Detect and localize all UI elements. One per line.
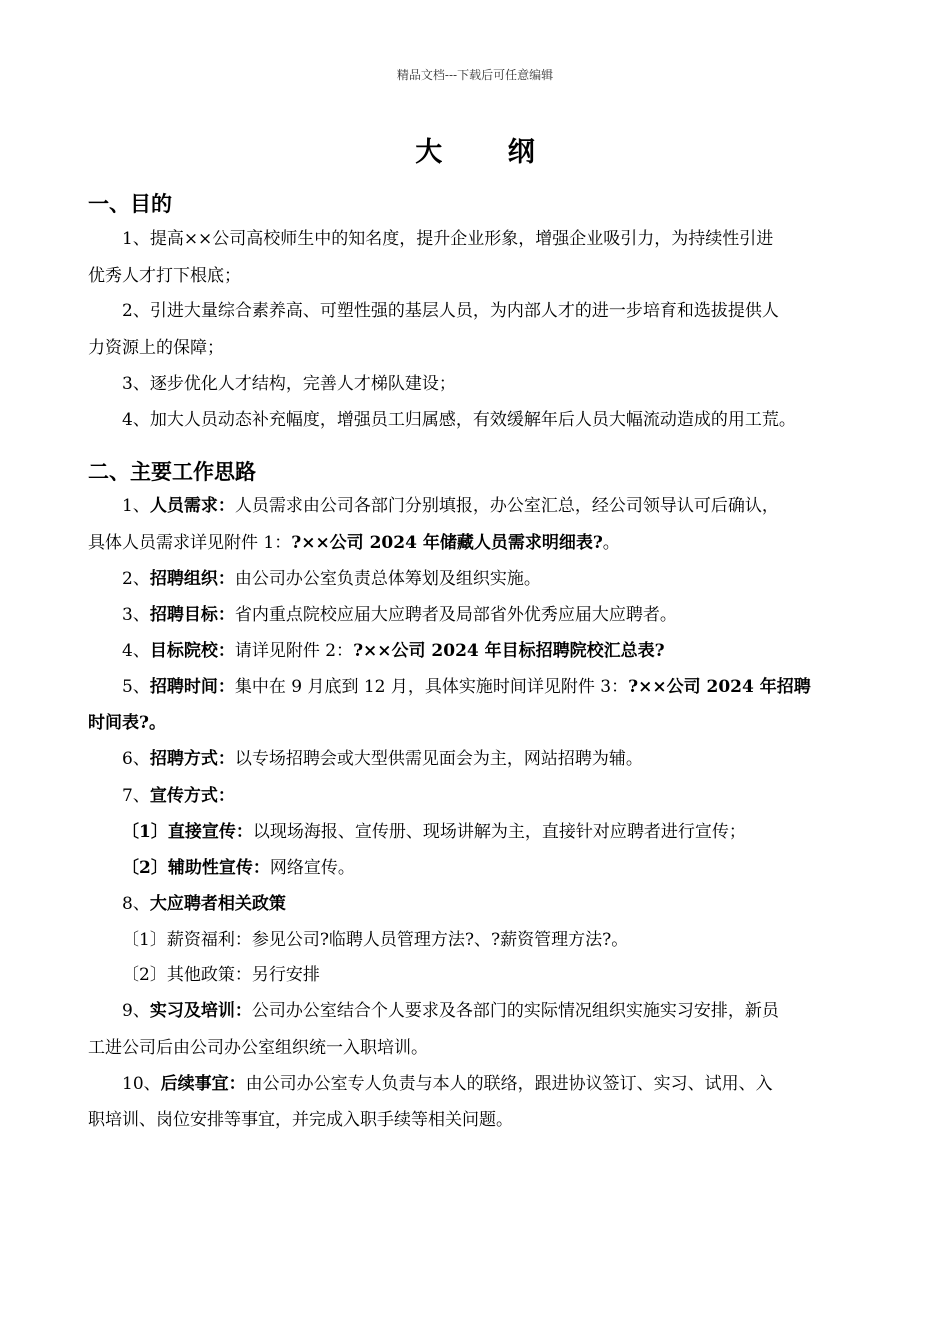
item-text: 。 xyxy=(602,533,620,553)
item-label: 招聘时间： xyxy=(149,677,235,697)
section-heading-ideas: 二、主要工作思路 xyxy=(88,459,256,484)
list-item xyxy=(122,603,677,627)
list-item-continuation xyxy=(88,531,620,555)
sub-item xyxy=(122,820,746,844)
item-number: 3、 xyxy=(122,605,150,625)
item-text: 以专场招聘会或大型供需见面会为主，网站招聘为辅。 xyxy=(234,749,643,769)
item-label: 招聘方式： xyxy=(149,749,235,769)
item-number: 4、 xyxy=(122,641,150,661)
item-text: 公司办公室结合个人要求及各部门的实际情况组织实施实习安排，新员 xyxy=(251,1001,779,1021)
item-number: 7、 xyxy=(122,786,150,806)
item-text: 具体人员需求详见附件 1： xyxy=(88,533,292,553)
sub-item: 〔2〕其他政策：另行安排 xyxy=(122,965,320,985)
list-item xyxy=(122,675,811,699)
list-item xyxy=(122,747,643,771)
section-heading-purpose: 一、目的 xyxy=(88,191,172,216)
item-text: 由公司办公室专人负责与本人的联络，跟进协议签订、实习、试用、入 xyxy=(245,1074,773,1094)
item-text: 请详见附件 2： xyxy=(234,641,354,661)
item-number: 8、 xyxy=(122,894,150,914)
paragraph: 4、加大人员动态补充幅度，增强员工归属感，有效缓解年后人员大幅流动造成的用工荒。 xyxy=(122,410,796,430)
paragraph: 3、逐步优化人才结构，完善人才梯队建设； xyxy=(122,374,456,394)
sub-item: 〔1〕薪资福利：参见公司?临聘人员管理方法?、?薪资管理方法?。 xyxy=(122,930,629,950)
item-attachment: ?××公司 2024 年储藏人员需求明细表? xyxy=(291,533,603,553)
item-number: 5、 xyxy=(122,677,150,697)
list-item xyxy=(122,567,541,591)
list-item-continuation: 职培训、岗位安排等事宜，并完成入职手续等相关问题。 xyxy=(88,1110,513,1130)
item-label: 宣传方式： xyxy=(149,786,235,806)
list-item xyxy=(122,784,235,808)
item-number: 1、 xyxy=(122,496,150,516)
page-header: 精品文档---下载后可任意编辑 xyxy=(396,68,554,82)
item-text: 以现场海报、宣传册、现场讲解为主，直接针对应聘者进行宣传； xyxy=(252,822,746,842)
item-attachment: ?××公司 2024 年招聘 xyxy=(628,677,811,697)
list-item xyxy=(122,494,779,518)
paragraph: 1、提高××公司高校师生中的知名度，提升企业形象，增强企业吸引力，为持续性引进 xyxy=(122,229,774,249)
item-text: 集中在 9 月底到 12 月，具体实施时间详见附件 3： xyxy=(234,677,629,697)
item-label: 〔1〕直接宣传： xyxy=(122,822,253,842)
item-attachment: 时间表?。 xyxy=(88,713,166,733)
paragraph: 2、引进大量综合素养高、可塑性强的基层人员，为内部人才的进一步培育和选拔提供人 xyxy=(122,301,779,321)
list-item-continuation xyxy=(88,711,166,735)
item-label: 〔2〕辅助性宣传： xyxy=(122,858,270,878)
item-label: 招聘组织： xyxy=(149,569,235,589)
item-number: 10、 xyxy=(122,1074,161,1094)
list-item xyxy=(122,639,665,663)
paragraph: 力资源上的保障； xyxy=(88,338,224,358)
item-number: 2、 xyxy=(122,569,150,589)
item-label: 人员需求： xyxy=(149,496,235,516)
item-label: 实习及培训： xyxy=(149,1001,252,1021)
item-label: 目标院校： xyxy=(149,641,235,661)
page-title: 大 纲 xyxy=(415,137,563,168)
paragraph: 优秀人才打下根底； xyxy=(88,266,241,286)
item-attachment: ?××公司 2024 年目标招聘院校汇总表? xyxy=(353,641,665,661)
sub-item xyxy=(122,856,355,880)
item-label: 后续事宜： xyxy=(160,1074,246,1094)
item-text: 省内重点院校应届大应聘者及局部省外优秀应届大应聘者。 xyxy=(234,605,677,625)
list-item xyxy=(122,892,286,916)
item-text: 网络宣传。 xyxy=(269,858,355,878)
item-number: 6、 xyxy=(122,749,150,769)
item-number: 9、 xyxy=(122,1001,150,1021)
list-item xyxy=(122,999,779,1023)
item-label: 大应聘者相关政策 xyxy=(149,894,286,914)
item-text: 人员需求由公司各部门分别填报，办公室汇总，经公司领导认可后确认， xyxy=(234,496,779,516)
list-item xyxy=(122,1072,773,1096)
item-label: 招聘目标： xyxy=(149,605,235,625)
item-text: 由公司办公室负责总体筹划及组织实施。 xyxy=(234,569,541,589)
list-item-continuation: 工进公司后由公司办公室组织统一入职培训。 xyxy=(88,1038,428,1058)
